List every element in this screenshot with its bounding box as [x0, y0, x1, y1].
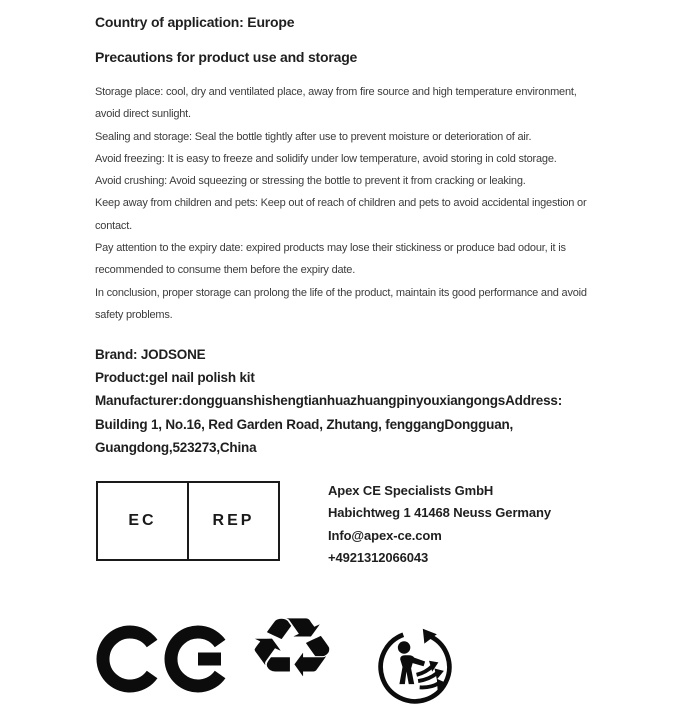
precaution-line: contact.	[95, 219, 132, 232]
product-info-block	[95, 343, 562, 459]
precaution-line: recommended to consume them before the expiry date.	[95, 264, 356, 277]
country-of-application-heading: Country of application: Europe	[95, 14, 295, 30]
ec-cell	[98, 483, 187, 559]
precaution-line: In conclusion, proper storage can prolong the life of the product, maintain its good performance and avoid	[95, 286, 587, 299]
rep-label: REP	[212, 512, 255, 529]
precaution-line: Storage place: cool, dry and ventilated place, away from fire source and high temperature environment,	[95, 86, 577, 98]
eu-representative-contact	[328, 480, 551, 570]
ec-rep-box	[96, 481, 280, 561]
precaution-line: Avoid freezing: It is easy to freeze and solidify under low temperature, avoid storing in cold storage.	[95, 152, 557, 165]
product-line: Product:gel nail polish kit	[95, 370, 255, 386]
precaution-line: safety problems.	[95, 308, 173, 321]
contact-company: Apex CE Specialists GmbH	[328, 483, 494, 498]
precaution-line: avoid direct sunlight.	[95, 108, 191, 121]
rep-cell	[187, 483, 278, 559]
brand-line: Brand: JODSONE	[95, 347, 206, 362]
address-line: Building 1, No.16, Red Garden Road, Zhutang, fenggangDongguan,	[95, 416, 514, 432]
precaution-line: Pay attention to the expiry date: expired products may lose their stickiness or produce bad odour, it is	[95, 242, 566, 255]
recycling-mobius-loop-icon: ♻	[246, 601, 338, 696]
precautions-text-block	[95, 81, 587, 326]
precaution-line: Avoid crushing: Avoid squeezing or stressing the bottle to prevent it from cracking or leaking.	[95, 175, 526, 188]
address-line: Guangdong,523273,China	[95, 439, 257, 455]
manufacturer-line: Manufacturer:dongguanshishengtianhuazhuangpinyouxiangongsAddress:	[95, 393, 563, 409]
contact-address: Habichtweg 1 41468 Neuss Germany	[328, 505, 551, 521]
contact-email: Info@apex-ce.com	[328, 527, 442, 543]
contact-phone: +4921312066043	[328, 550, 429, 566]
precaution-line: Sealing and storage: Seal the bottle tightly after use to prevent moisture or deterioration of air.	[95, 130, 532, 143]
ce-mark-icon	[95, 624, 231, 694]
precautions-heading: Precautions for product use and storage	[95, 49, 358, 65]
precaution-line: Keep away from children and pets: Keep out of reach of children and pets to avoid accidental ingestion or	[95, 197, 587, 210]
ec-label: EC	[128, 512, 157, 529]
triman-recycling-icon	[376, 628, 454, 706]
